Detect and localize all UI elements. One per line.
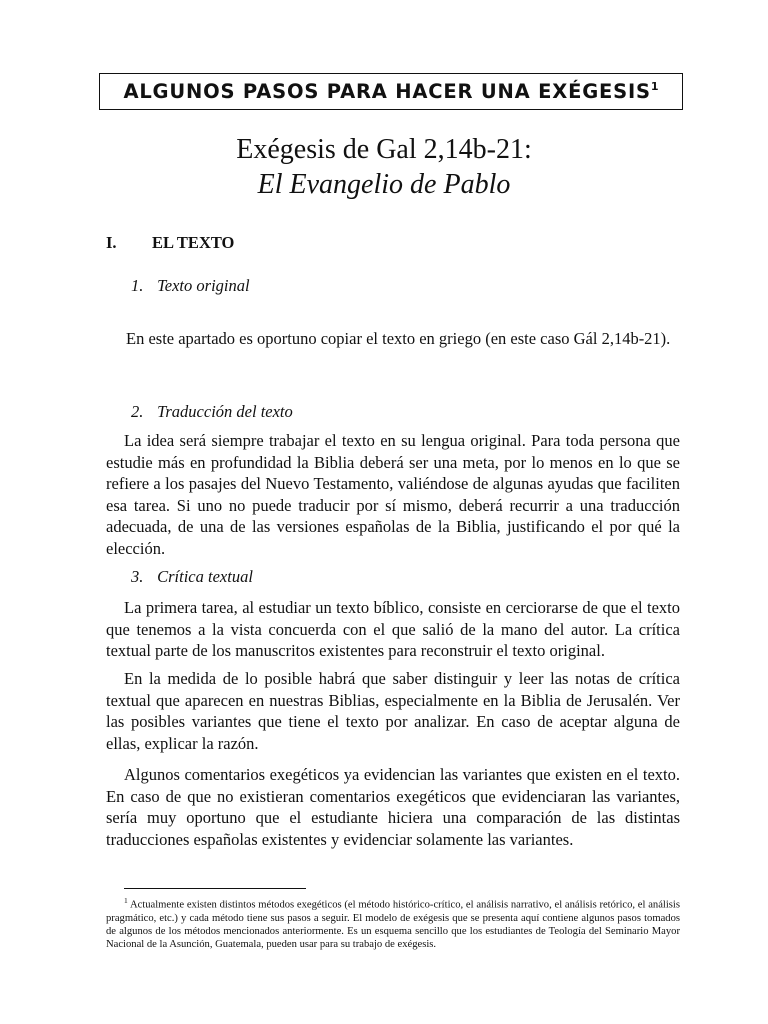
footnote-marker: 1 xyxy=(124,896,128,905)
subsection-number: 2. xyxy=(131,402,144,421)
document-title: Exégesis de Gal 2,14b-21: xyxy=(236,134,532,165)
subsection-title: Texto original xyxy=(157,276,250,295)
header-title xyxy=(123,80,658,103)
subsection-title: Traducción del texto xyxy=(157,402,293,421)
footnote-separator xyxy=(124,888,306,889)
paragraph: La idea será siempre trabajar el texto en su lengua original. Para toda persona que estudie más en profundidad la Biblia deberá ser una meta, por lo menos en lo que se refiere a los pasajes del Nuevo Testamento, valiéndose de algunas ayudas que faciliten esa tarea. Si uno no puede traducir por sí mismo, deberá recurrir a una traducción adecuada, de una de las versiones españolas de la Biblia, justificando el por qué la elección. xyxy=(106,431,680,558)
footnote-text: Actualmente existen distintos métodos exegéticos (el método histórico-crítico, el análisis narrativo, el análisis retórico, el análisis pragmático, etc.) y cada método tiene sus pasos a seguir. El modelo de exégesis que se presenta aquí contiene algunos pasos tomados de algunos de los métodos mencionados anteriormente. Es un esquema sencillo que los estudiantes de Teología del Seminario Mayor Nacional de la Asunción, Guatemala, pueden usar para su trabajo de exégesis. xyxy=(106,899,680,950)
document-subtitle: El Evangelio de Pablo xyxy=(257,169,511,200)
footnote-reference[interactable]: 1 xyxy=(650,80,659,93)
header-title-text: ALGUNOS PASOS PARA HACER UNA EXÉGESIS xyxy=(123,80,651,103)
section-title: EL TEXTO xyxy=(152,233,235,252)
subsection-heading-traduccion xyxy=(131,402,293,422)
paragraph: En la medida de lo posible habrá que saber distinguir y leer las notas de crítica textual que aparecen en nuestras Biblias, especialmente en la Biblia de Jerusalén. Ver las posibles variantes que tiene el texto por analizar. En caso de aceptar alguna de ellas, explicar la razón. xyxy=(106,669,680,753)
section-number: I. xyxy=(106,233,117,252)
subsection-title: Crítica textual xyxy=(157,567,253,586)
paragraph: La primera tarea, al estudiar un texto bíblico, consiste en cerciorarse de que el texto que tenemos a la vista concuerda con el que salió de la mano del autor. La crítica textual parte de los manuscritos existentes para reconstruir el texto original. xyxy=(106,598,680,660)
subsection-heading-texto-original xyxy=(131,276,250,296)
footnote xyxy=(106,894,680,951)
subsection-number: 3. xyxy=(131,567,144,586)
subsection-heading-critica-textual xyxy=(131,567,253,587)
paragraph: En este apartado es oportuno copiar el texto en griego (en este caso Gál 2,14b-21). xyxy=(126,329,671,348)
subsection-number: 1. xyxy=(131,276,144,295)
paragraph: Algunos comentarios exegéticos ya evidencian las variantes que existen en el texto. En caso de que no existieran comentarios exegéticos que evidenciaran las variantes, sería muy oportuno que el estudiante hiciera una comparación de las distintas traducciones españolas existentes y evidenciar solamente las variantes. xyxy=(106,765,680,849)
header-box xyxy=(99,73,683,110)
